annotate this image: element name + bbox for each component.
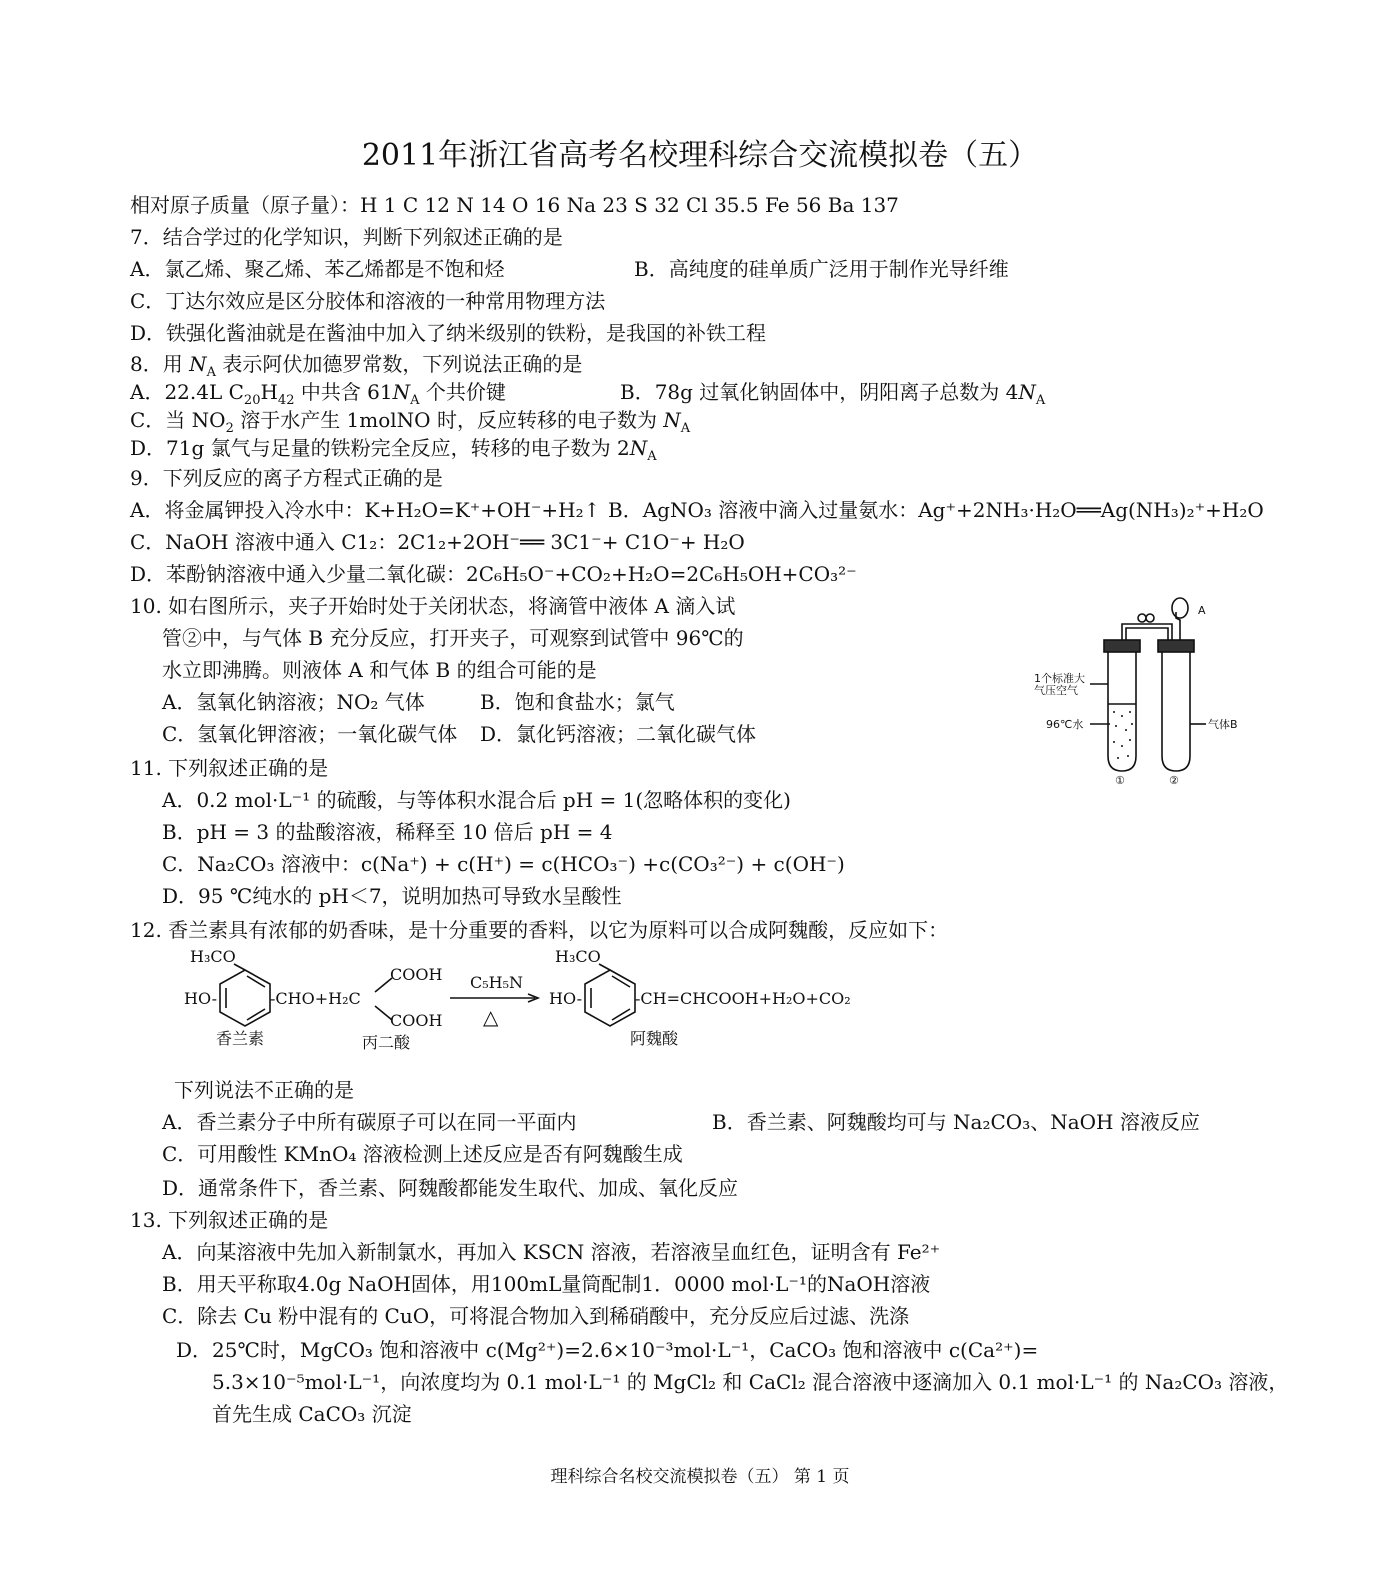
condition-heat: △ bbox=[483, 1005, 499, 1029]
h3co-1: H₃CO bbox=[190, 947, 236, 966]
q12-option-d: D．通常条件下，香兰素、阿魏酸都能发生取代、加成、氧化反应 bbox=[162, 1176, 739, 1200]
label-air-2: 气压空气 bbox=[1034, 684, 1078, 697]
q13-option-a: A．向某溶液中先加入新制氯水，再加入 KSCN 溶液，若溶液呈血红色，证明含有 Fe²⁺ bbox=[162, 1240, 941, 1264]
clip-icon bbox=[1138, 614, 1146, 622]
q8-stem: 8．用 $N_A$ 表示阿伏加德罗常数，下列说法正确的是 bbox=[130, 352, 583, 380]
ho-1: HO- bbox=[184, 989, 218, 1008]
q7-stem: 7．结合学过的化学知识，判断下列叙述正确的是 bbox=[130, 225, 563, 249]
q12-sub-stem: 下列说法不正确的是 bbox=[174, 1078, 354, 1102]
q9-option-b: B．AgNO₃ 溶液中滴入过量氨水：Ag⁺+2NH₃·H₂O══Ag(NH₃)₂⁺+H₂O bbox=[608, 498, 1264, 522]
label-a: A bbox=[1198, 604, 1206, 617]
q8-option-a: A．22.4L $C_{20}H_{42}$ 中共含 $61N_A$ 个共价键 bbox=[130, 380, 506, 408]
q7-option-b: B．高纯度的硅单质广泛用于制作光导纤维 bbox=[634, 257, 1009, 281]
q10-stem-line1: 10. 如右图所示，夹子开始时处于关闭状态，将滴管中液体 A 滴入试 bbox=[130, 594, 736, 618]
q10-option-a: A．氢氧化钠溶液；NO₂ 气体 bbox=[162, 690, 425, 714]
label-tube-1: ① bbox=[1115, 774, 1125, 786]
h3co-2: H₃CO bbox=[555, 947, 601, 966]
q10-stem-line2: 管②中，与气体 B 充分反应，打开夹子，可观察到试管中 96℃的 bbox=[162, 626, 744, 650]
q11-option-c: C．Na₂CO₃ 溶液中：c(Na⁺) + c(H⁺) = c(HCO₃⁻) +c(CO₃²⁻) + c(OH⁻) bbox=[162, 852, 845, 876]
page-footer: 理科综合名校交流模拟卷（五） 第 1 页 bbox=[550, 1467, 850, 1487]
q9-option-a: A．将金属钾投入冷水中：K+H₂O=K⁺+OH⁻+H₂↑ bbox=[130, 498, 601, 522]
product-chain: -CH=CHCOOH+H₂O+CO₂ bbox=[635, 989, 851, 1008]
connecting-tube bbox=[1122, 624, 1172, 640]
q7-option-a: A．氯乙烯、聚乙烯、苯乙烯都是不饱和烃 bbox=[130, 257, 505, 281]
q11-option-b: B．pH = 3 的盐酸溶液，稀释至 10 倍后 pH = 4 bbox=[162, 820, 613, 844]
q10-option-c: C．氢氧化钾溶液；一氧化碳气体 bbox=[162, 722, 458, 746]
label-water: 96℃水 bbox=[1046, 718, 1084, 731]
q12-option-a: A．香兰素分子中所有碳原子可以在同一平面内 bbox=[162, 1110, 577, 1134]
q10-option-b: B．饱和食盐水；氯气 bbox=[480, 690, 675, 714]
label-tube-2: ② bbox=[1169, 774, 1179, 786]
stopper-2 bbox=[1158, 640, 1194, 652]
q13-option-d-line1: D．25℃时，MgCO₃ 饱和溶液中 c(Mg²⁺)=2.6×10⁻³mol·L⁻¹，CaCO₃ 饱和溶液中 c(Ca²⁺)= bbox=[176, 1338, 1039, 1362]
cho-group: -CHO+H₂C bbox=[270, 989, 361, 1008]
q11-stem: 11. 下列叙述正确的是 bbox=[130, 756, 329, 780]
cooh-top: COOH bbox=[390, 965, 443, 984]
q10-stem-line3: 水立即沸腾。则液体 A 和气体 B 的组合可能的是 bbox=[162, 658, 597, 682]
q13-option-b: B．用天平称取4.0g NaOH固体，用100mL量筒配制1．0000 mol·L⁻¹的NaOH溶液 bbox=[162, 1272, 931, 1296]
name-ferulic-acid: 阿魏酸 bbox=[630, 1029, 679, 1048]
q8-option-d: D．71g 氯气与足量的铁粉完全反应，转移的电子数为 $2N_A$ bbox=[130, 436, 657, 464]
q13-option-c: C．除去 Cu 粉中混有的 CuO，可将混合物加入到稀硝酸中，充分反应后过滤、洗涤 bbox=[162, 1304, 910, 1328]
q9-option-c: C．NaOH 溶液中通入 C1₂：2C1₂+2OH⁻══ 3C1⁻+ C1O⁻+ H₂O bbox=[130, 530, 745, 554]
q9-stem: 9．下列反应的离子方程式正确的是 bbox=[130, 466, 443, 490]
q13-option-d-line3: 首先生成 CaCO₃ 沉淀 bbox=[212, 1402, 412, 1426]
q10-apparatus-figure bbox=[1030, 596, 1250, 786]
q8-option-b: B．78g 过氧化钠固体中，阴阳离子总数为 $4N_A$ bbox=[620, 380, 1046, 408]
q12-option-c: C．可用酸性 KMnO₄ 溶液检测上述反应是否有阿魏酸生成 bbox=[162, 1142, 683, 1166]
condition-c5h5n: C₅H₅N bbox=[470, 973, 524, 992]
q13-option-d-line2: 5.3×10⁻⁵mol·L⁻¹，向浓度均为 0.1 mol·L⁻¹ 的 MgCl₂ 和 CaCl₂ 混合溶液中逐滴加入 0.1 mol·L⁻¹ 的 Na₂CO₃ 溶液， bbox=[212, 1370, 1289, 1394]
test-tube-2 bbox=[1162, 648, 1190, 771]
q13-stem: 13. 下列叙述正确的是 bbox=[130, 1208, 329, 1232]
name-vanillin: 香兰素 bbox=[216, 1029, 265, 1048]
name-malonic-acid: 丙二酸 bbox=[362, 1033, 411, 1052]
q7-option-c: C．丁达尔效应是区分胶体和溶液的一种常用物理方法 bbox=[130, 289, 606, 313]
cooh-bottom: COOH bbox=[390, 1011, 443, 1030]
stopper-1 bbox=[1104, 640, 1140, 652]
page-title: 2011年浙江省高考名校理科综合交流模拟卷（五） bbox=[361, 138, 1039, 173]
atomic-masses: 相对原子质量（原子量）：H 1 C 12 N 14 O 16 Na 23 S 32 Cl 35.5 Fe 56 Ba 137 bbox=[130, 193, 899, 217]
q12-stem: 12. 香兰素具有浓郁的奶香味，是十分重要的香料，以它为原料可以合成阿魏酸，反应如下： bbox=[130, 918, 949, 942]
label-gas-b: 气体B bbox=[1208, 718, 1238, 731]
q11-option-d: D．95 ℃纯水的 pH＜7，说明加热可导致水呈酸性 bbox=[162, 884, 622, 908]
q12-reaction-scheme bbox=[180, 942, 900, 1062]
q9-option-d: D．苯酚钠溶液中通入少量二氧化碳：2C₆H₅O⁻+CO₂+H₂O=2C₆H₅OH+CO₃²⁻ bbox=[130, 562, 857, 586]
dropper-bulb bbox=[1172, 598, 1188, 618]
test-tube-1 bbox=[1108, 648, 1136, 771]
water-dots bbox=[1113, 711, 1133, 759]
q10-option-d: D．氯化钙溶液；二氧化碳气体 bbox=[480, 722, 757, 746]
q7-option-d: D．铁强化酱油就是在酱油中加入了纳米级别的铁粉，是我国的补铁工程 bbox=[130, 321, 767, 345]
benzene-ring-1 bbox=[220, 970, 270, 1026]
ho-2: HO- bbox=[549, 989, 583, 1008]
q12-option-b: B．香兰素、阿魏酸均可与 Na₂CO₃、NaOH 溶液反应 bbox=[712, 1110, 1200, 1134]
q11-option-a: A．0.2 mol·L⁻¹ 的硫酸，与等体积水混合后 pH = 1(忽略体积的变化) bbox=[162, 788, 791, 812]
q8-option-c: C．当 $NO_2$ 溶于水产生 1molNO 时，反应转移的电子数为 $N_A$ bbox=[130, 408, 691, 436]
benzene-ring-2 bbox=[585, 970, 635, 1026]
label-air-1: 1个标准大 bbox=[1034, 672, 1085, 685]
